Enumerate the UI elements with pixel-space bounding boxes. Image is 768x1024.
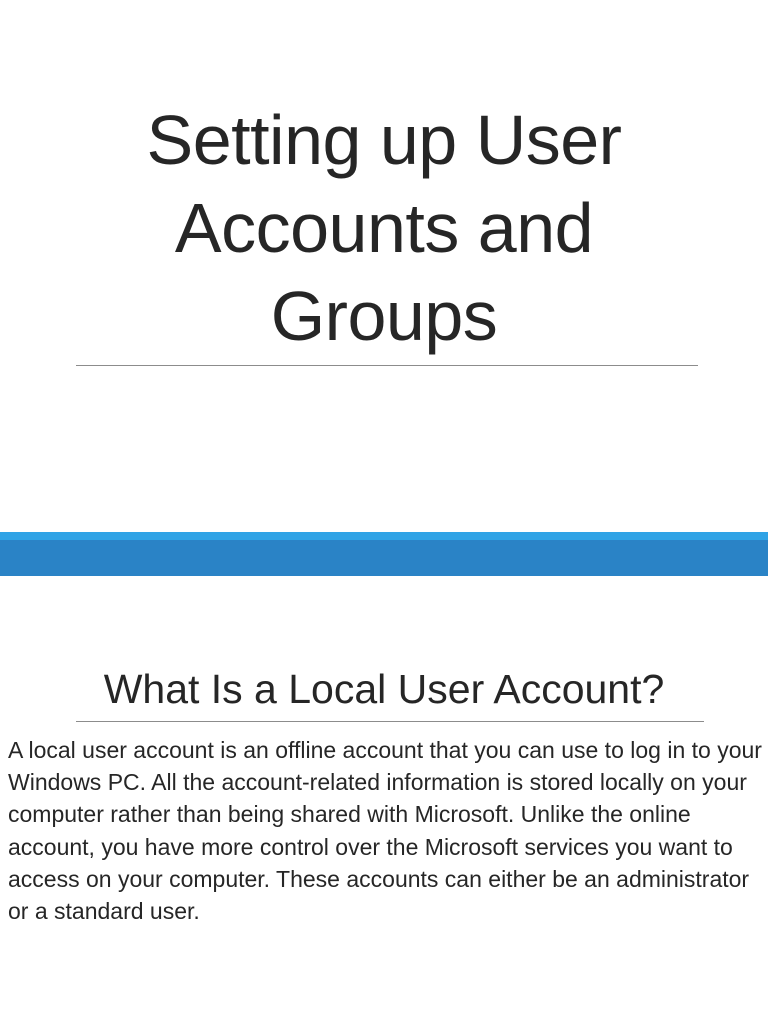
slide-body-text: A local user account is an offline account that you can use to log in to your Windows PC. All the account-related information is stored locally on your computer rather than being shared with Microsoft. Unlike the online account, you have more control over the Microsoft services you want to access on your computer. These accounts can either be an administrator or a standard user. <box>8 737 762 925</box>
content-slide <box>0 576 768 1024</box>
heading-divider <box>76 721 704 722</box>
slide-separator-highlight <box>0 532 768 540</box>
slide-heading: What Is a Local User Account? <box>103 666 665 712</box>
slide-separator-band <box>0 532 768 576</box>
title-divider <box>76 365 698 366</box>
slide-title: Setting up User Accounts and Groups <box>146 101 622 355</box>
